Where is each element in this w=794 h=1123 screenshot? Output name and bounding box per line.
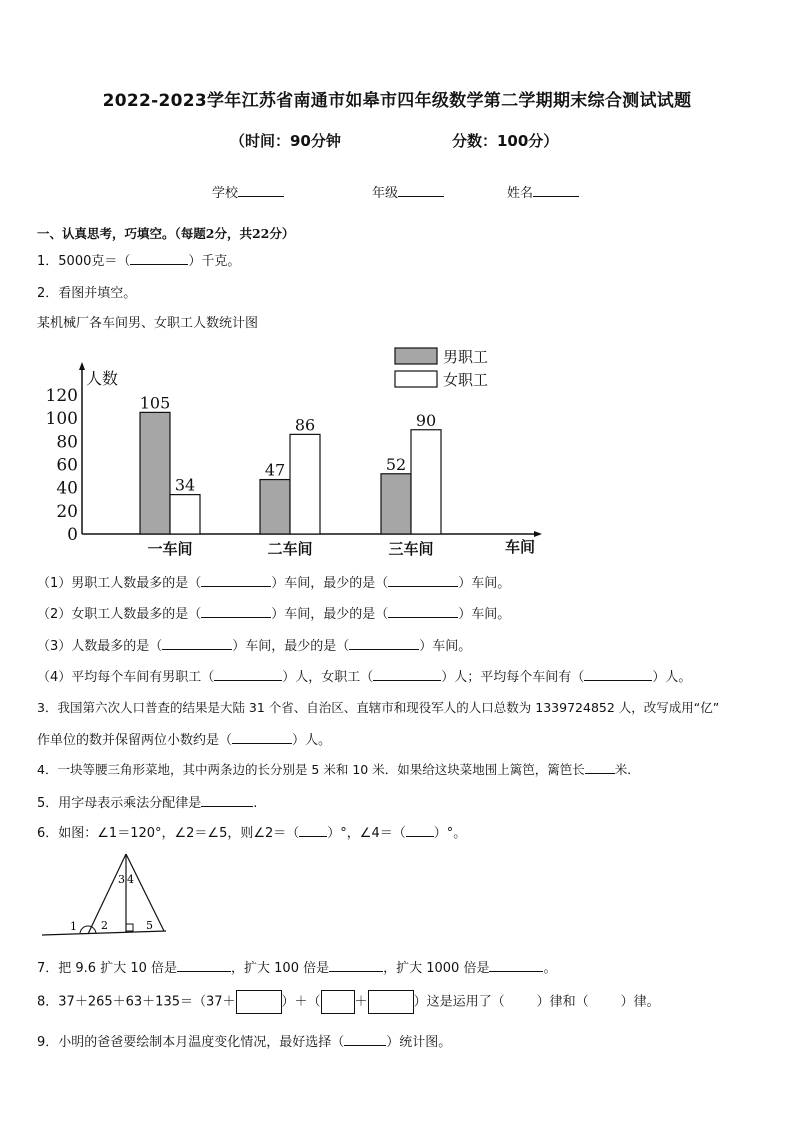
q2-4-text-b: ）人，女职工（: [282, 670, 374, 685]
bar: [140, 412, 170, 534]
q6-text-b: ）°，∠4＝（: [327, 826, 406, 841]
q2-2-text-b: ）车间，最少的是（: [271, 607, 389, 622]
angle-4-label: 4: [127, 873, 134, 886]
q5-text-a: 5．用字母表示乘法分配律是: [37, 796, 202, 811]
chart-caption: 某机械厂各车间男、女职工人数统计图: [37, 316, 259, 331]
q8-text-c: ＋: [354, 994, 368, 1010]
q3-text-b: ）人。: [292, 733, 332, 748]
q2-3-text-a: （3）人数最多的是（: [37, 639, 163, 654]
q9-text-a: 9．小明的爸爸要绘制本月温度变化情况，最好选择（: [37, 1035, 345, 1050]
q8-text-a: 8．37＋265＋63＋135＝（37＋: [37, 994, 236, 1010]
section-heading: 一、认真思考，巧填空。（每题2分，共22分）: [37, 226, 295, 241]
q2-1-blank-1[interactable]: [201, 574, 271, 587]
q1-text-b: ）千克。: [188, 254, 241, 269]
category-label: 二车间: [267, 540, 313, 558]
question-2-3: [37, 635, 471, 654]
y-axis-label: 人数: [86, 369, 119, 388]
q2-1-text-b: ）车间，最少的是（: [271, 576, 389, 591]
question-3-line-2: [37, 729, 331, 748]
y-tick-label: 100: [45, 409, 78, 430]
bar: [170, 495, 200, 534]
q7-blank-1[interactable]: [177, 959, 231, 972]
question-2: 2．看图并填空。: [37, 286, 137, 301]
q6-blank-1[interactable]: [299, 824, 327, 837]
q8-text-d: ）这是运用了（: [413, 994, 505, 1010]
legend-label: 女职工: [443, 371, 489, 389]
q2-4-text-a: （4）平均每个车间有男职工（: [37, 670, 215, 685]
q2-4-text-d: ）人。: [652, 670, 692, 685]
q2-4-blank-1[interactable]: [214, 668, 282, 681]
bar: [381, 474, 411, 534]
exam-time: （时间：90分钟: [230, 132, 341, 150]
category-label: 一车间: [147, 540, 193, 558]
q2-4-text-c: ）人；平均每个车间有（: [441, 670, 585, 685]
q7-blank-3[interactable]: [489, 959, 543, 972]
bar-value-label: 86: [294, 415, 316, 435]
q2-1-text-a: （1）男职工人数最多的是（: [37, 576, 202, 591]
q6-text-a: 6．如图：∠1＝120°，∠2＝∠5，则∠2＝（: [37, 826, 300, 841]
q7-text-a: 7．把 9.6 扩大 10 倍是: [37, 961, 178, 976]
q2-3-blank-1[interactable]: [162, 637, 232, 650]
q2-1-text-c: ）车间。: [458, 576, 511, 591]
bar-value-label: 47: [264, 460, 286, 480]
name-field[interactable]: [507, 182, 579, 201]
school-blank[interactable]: [238, 184, 284, 197]
x-axis-label: 车间: [504, 538, 536, 556]
q4-text-a: 4．一块等腰三角形菜地，其中两条边的长分别是 5 米和 10 米．如果给这块菜地围上篱笆，篱笆长: [37, 762, 585, 777]
q2-1-blank-2[interactable]: [388, 574, 458, 587]
angle-3-label: 3: [118, 873, 125, 886]
angle-1-label: 1: [70, 920, 77, 933]
y-tick-label: 80: [56, 432, 78, 453]
q6-text-c: ）°。: [433, 826, 467, 841]
question-4: [37, 760, 640, 778]
legend-swatch: [395, 348, 437, 364]
bar: [260, 480, 290, 534]
y-axis-arrow: [79, 362, 85, 370]
q1-blank[interactable]: [130, 252, 188, 265]
triangle-figure: [38, 850, 178, 940]
category-label: 三车间: [388, 540, 434, 558]
question-6: [37, 822, 466, 841]
q8-box-2[interactable]: [321, 990, 355, 1014]
q7-text-d: 。: [543, 961, 557, 976]
y-tick-label: 40: [56, 478, 78, 499]
legend-swatch: [395, 371, 437, 387]
q8-box-3[interactable]: [368, 990, 414, 1014]
question-9: [37, 1031, 451, 1050]
grade-blank[interactable]: [398, 184, 444, 197]
q3-text-a: 作单位的数并保留两位小数约是（: [37, 733, 233, 748]
bar-value-label: 90: [415, 410, 437, 430]
question-2-2: [37, 603, 510, 622]
q2-3-text-b: ）车间，最少的是（: [232, 639, 350, 654]
q7-text-c: ，扩大 1000 倍是: [383, 961, 490, 976]
bar-chart: [40, 340, 560, 562]
angle-5-label: 5: [146, 919, 153, 932]
q8-box-1[interactable]: [236, 990, 282, 1014]
q9-text-b: ）统计图。: [386, 1035, 452, 1050]
q2-2-text-c: ）车间。: [458, 607, 511, 622]
q5-blank[interactable]: [201, 794, 253, 807]
question-3-line-1: 3．我国第六次人口普查的结果是大陆 31 个省、自治区、直辖市和现役军人的人口总数为 1339724852 人，改写成用“亿”: [37, 700, 720, 715]
angle-2-label: 2: [101, 919, 108, 932]
q7-blank-2[interactable]: [329, 959, 383, 972]
school-label: 学校: [212, 186, 239, 201]
name-label: 姓名: [507, 186, 534, 201]
question-5: [37, 792, 257, 811]
question-1: [37, 250, 240, 269]
bar-value-label: 105: [139, 393, 171, 413]
q8-text-b: ）＋（: [281, 994, 321, 1010]
q2-2-blank-2[interactable]: [388, 605, 458, 618]
legend-label: 男职工: [443, 348, 489, 366]
q5-text-b: .: [253, 796, 258, 811]
q8-text-f: ）律。: [620, 994, 660, 1010]
question-7: [37, 957, 556, 976]
bar-value-label: 52: [385, 454, 407, 474]
page-title: 2022-2023学年江苏省南通市如皋市四年级数学第二学期期末综合测试试题: [102, 91, 692, 111]
q3-blank[interactable]: [232, 731, 292, 744]
school-field[interactable]: [212, 182, 284, 201]
q8-text-e: ）律和（: [536, 994, 589, 1010]
question-2-4: [37, 666, 691, 685]
q7-text-b: ，扩大 100 倍是: [231, 961, 330, 976]
y-tick-label: 120: [45, 386, 78, 406]
q9-blank[interactable]: [344, 1033, 386, 1046]
q6-blank-2[interactable]: [406, 824, 434, 837]
y-tick-label: 0: [67, 525, 78, 545]
q1-text-a: 1．5000克＝（: [37, 254, 131, 269]
q2-4-blank-2[interactable]: [373, 668, 441, 681]
q2-4-blank-3[interactable]: [584, 668, 652, 681]
question-2-1: [37, 572, 510, 591]
q2-2-text-a: （2）女职工人数最多的是（: [37, 607, 202, 622]
exam-score: 分数：100分）: [452, 132, 559, 150]
q4-text-b: 米．: [614, 762, 640, 777]
q2-3-blank-2[interactable]: [349, 637, 419, 650]
bar: [411, 430, 441, 534]
y-tick-label: 60: [56, 455, 78, 476]
x-axis-arrow: [534, 531, 542, 537]
question-8: [37, 990, 660, 1014]
y-tick-label: 20: [56, 501, 78, 522]
grade-field[interactable]: [372, 182, 444, 201]
q2-2-blank-1[interactable]: [201, 605, 271, 618]
q4-blank[interactable]: [585, 761, 615, 774]
q2-3-text-c: ）车间。: [419, 639, 472, 654]
bar-value-label: 34: [174, 475, 196, 495]
name-blank[interactable]: [533, 184, 579, 197]
bar: [290, 434, 320, 534]
grade-label: 年级: [372, 186, 399, 201]
